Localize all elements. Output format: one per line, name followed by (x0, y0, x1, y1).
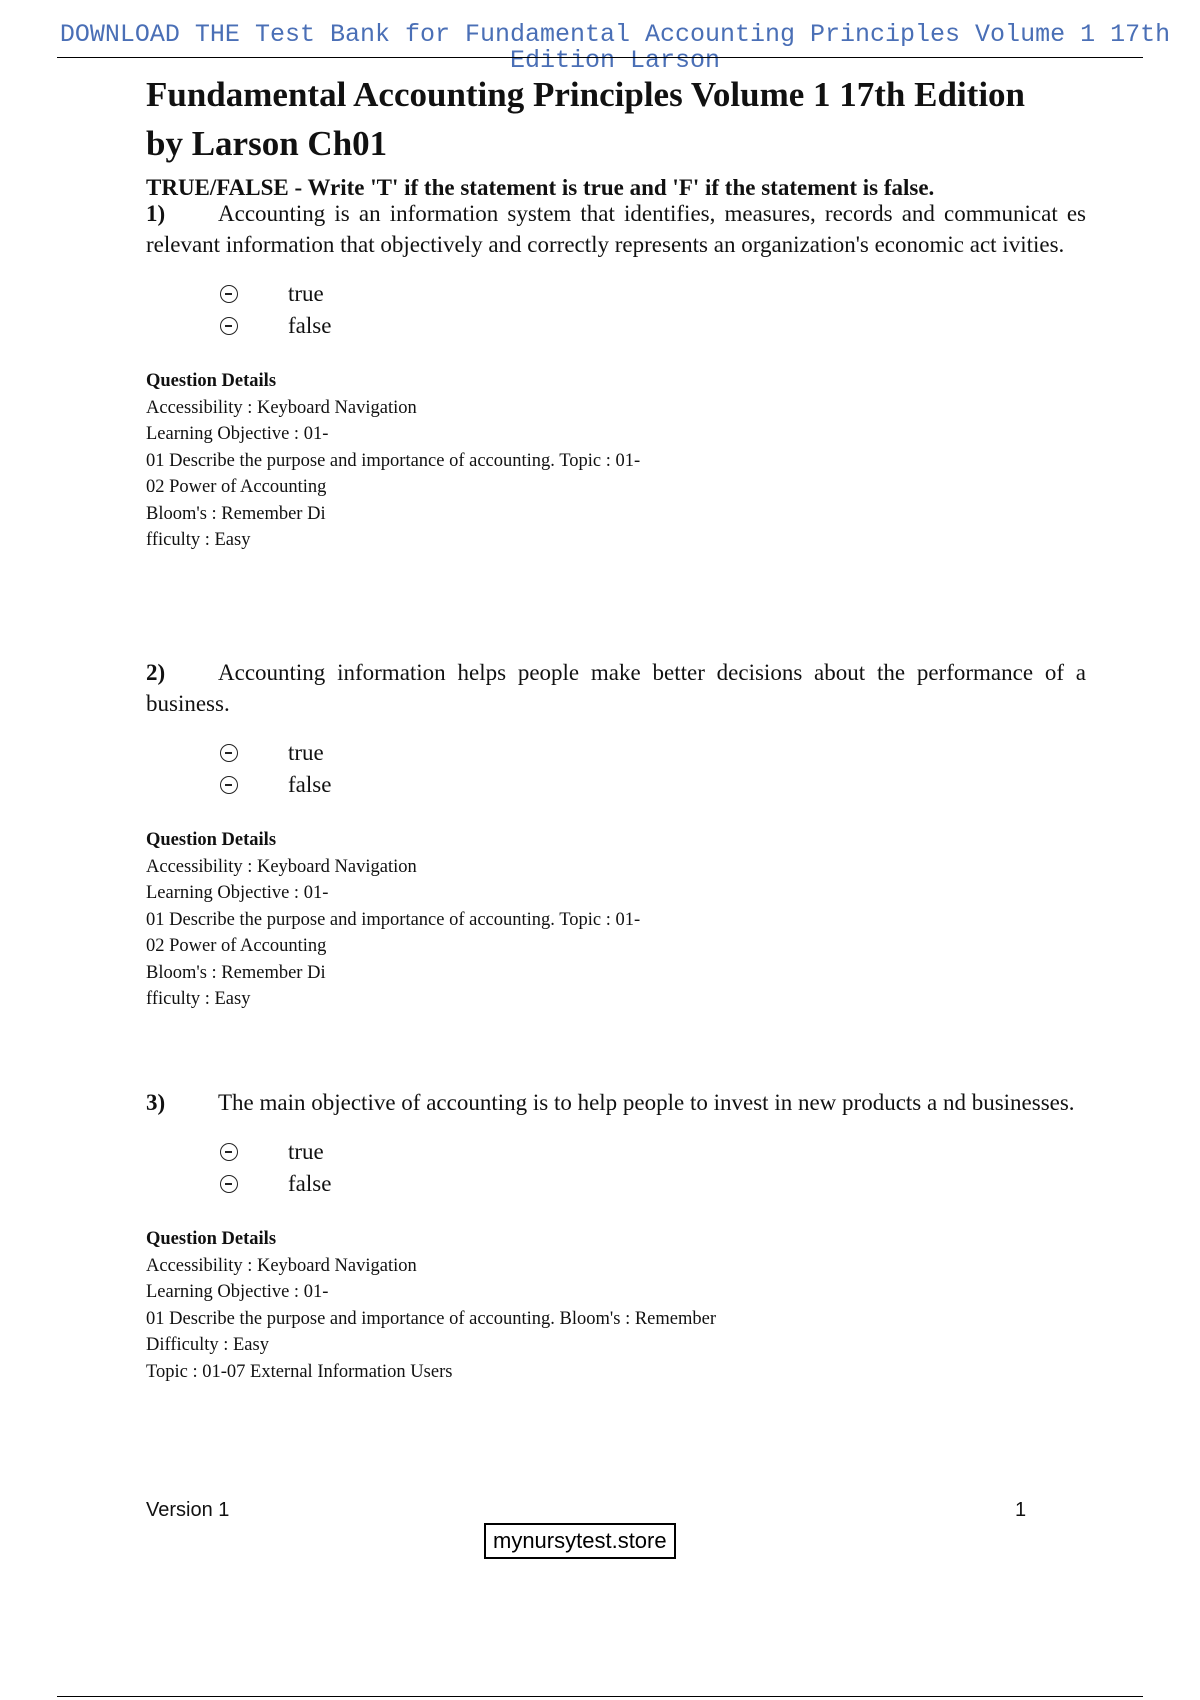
answer-options (220, 737, 1086, 801)
question-number: 2) (146, 660, 166, 685)
details-line: Learning Objective : 01- (146, 1282, 329, 1302)
option-true[interactable] (220, 737, 1086, 769)
bottom-rule (57, 1696, 1143, 1697)
option-false[interactable] (220, 769, 1086, 801)
option-label: false (288, 772, 332, 797)
details-line: 01 Describe the purpose and importance of accounting. Topic : 01- (146, 909, 641, 930)
question-text (146, 198, 1086, 260)
top-rule (57, 57, 1143, 58)
radio-icon[interactable] (220, 317, 238, 335)
details-line: 01 Describe the purpose and importance of accounting. Bloom's : Remember (146, 1308, 716, 1329)
radio-icon[interactable] (220, 744, 238, 762)
radio-icon[interactable] (220, 776, 238, 794)
download-banner[interactable]: DOWNLOAD THE Test Bank for Fundamental Accounting Principles Volume 1 17th Edition Larson (59, 20, 1171, 75)
details-line: Topic : 01-07 External Information Users (146, 1361, 453, 1382)
details-line: Accessibility : Keyboard Navigation (146, 397, 417, 418)
details-line: Bloom's : Remember Di (146, 962, 326, 983)
question-details (146, 1226, 1086, 1385)
page-number: 1 (1015, 1499, 1027, 1521)
question-1 (146, 198, 1086, 554)
question-3 (146, 1087, 1086, 1385)
title-line-1: Fundamental Accounting Principles Volume 1 17th Edition (146, 75, 1026, 114)
question-details (146, 368, 1086, 554)
question-2 (146, 657, 1086, 1013)
question-text (146, 1087, 1086, 1118)
version-label: Version 1 (146, 1499, 230, 1521)
question-text (146, 657, 1086, 719)
instructions: TRUE/FALSE - Write 'T' if the statement is true and 'F' if the statement is false. (146, 175, 935, 200)
option-true[interactable] (220, 278, 1086, 310)
details-line: Difficulty : Easy (146, 1335, 269, 1355)
details-heading: Question Details (146, 371, 277, 391)
radio-icon[interactable] (220, 285, 238, 303)
details-line: Learning Objective : 01- (146, 883, 329, 903)
details-line: Accessibility : Keyboard Navigation (146, 1255, 417, 1276)
question-number: 1) (146, 201, 166, 226)
question-statement: Accounting is an information system that identifies, measures, records and communicat es relevant information that objectively and correctly represents an organization's economic act ivities. (146, 201, 1086, 257)
option-label: false (288, 1171, 332, 1196)
details-line: Bloom's : Remember Di (146, 503, 326, 524)
details-line: Accessibility : Keyboard Navigation (146, 856, 417, 877)
radio-icon[interactable] (220, 1175, 238, 1193)
details-line: 02 Power of Accounting (146, 477, 327, 497)
question-details (146, 827, 1086, 1013)
question-number: 3) (146, 1090, 166, 1115)
answer-options (220, 278, 1086, 342)
details-line: 01 Describe the purpose and importance of accounting. Topic : 01- (146, 450, 641, 471)
store-link[interactable]: mynursytest.store (484, 1523, 676, 1559)
option-label: true (288, 1139, 324, 1164)
radio-icon[interactable] (220, 1143, 238, 1161)
question-statement: Accounting information helps people make better decisions about the performance of a business. (146, 660, 1086, 716)
details-line: Learning Objective : 01- (146, 424, 329, 444)
answer-options (220, 1136, 1086, 1200)
question-statement: The main objective of accounting is to help people to invest in new products a nd businesses. (218, 1090, 1075, 1115)
option-label: false (288, 313, 332, 338)
option-false[interactable] (220, 1168, 1086, 1200)
option-true[interactable] (220, 1136, 1086, 1168)
details-line: fficulty : Easy (146, 989, 251, 1009)
details-heading: Question Details (146, 830, 277, 850)
details-heading: Question Details (146, 1229, 277, 1249)
option-label: true (288, 281, 324, 306)
details-line: 02 Power of Accounting (146, 936, 327, 956)
details-line: fficulty : Easy (146, 530, 251, 550)
document-title (146, 70, 1086, 168)
document-header (146, 70, 1086, 202)
title-line-2: by Larson Ch01 (146, 124, 388, 163)
option-false[interactable] (220, 310, 1086, 342)
option-label: true (288, 740, 324, 765)
